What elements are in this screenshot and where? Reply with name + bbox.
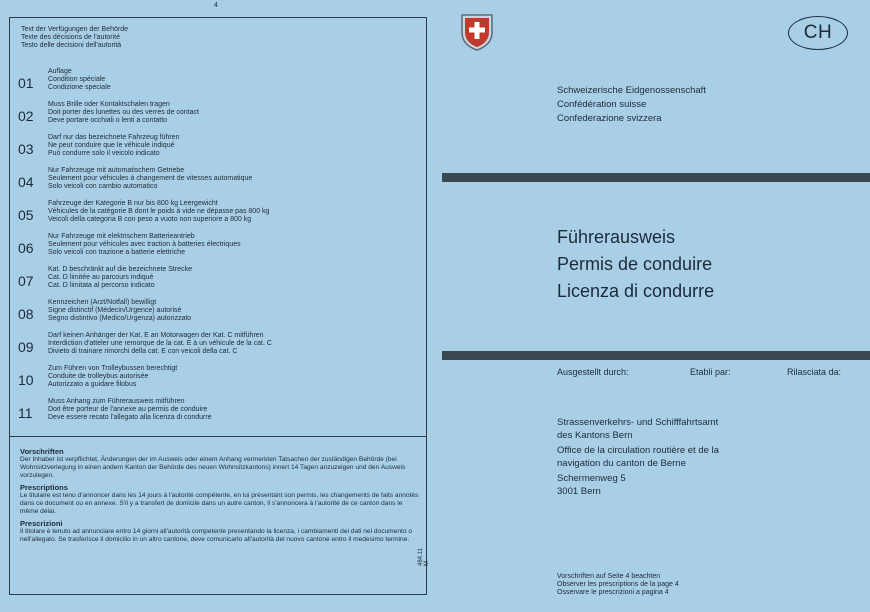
condition-item xyxy=(18,200,418,233)
condition-text-it: Veicoli della categoria B con peso a vuoto non superiore a 800 kg xyxy=(48,216,252,223)
condition-text-de: Kennzeichen (Arzt/Notfall) bewilligt xyxy=(48,299,157,306)
see-page-it: Osservare le prescrizioni a pagina 4 xyxy=(557,589,669,596)
condition-text-fr: Doit porter des lunettes ou des verres de contact xyxy=(48,109,199,116)
condition-text-it: Segno distintivo (Medico/Urgenza) autorizzato xyxy=(48,315,192,322)
condition-number: 07 xyxy=(18,273,34,289)
conditions-panel xyxy=(9,17,430,595)
confederation-block xyxy=(557,84,706,126)
see-page-fr: Observer les prescriptions de la page 4 xyxy=(557,581,679,588)
condition-item xyxy=(18,167,418,200)
condition-text-it: Cat. D limitata al percorso indicato xyxy=(48,282,155,289)
condition-text-de: Darf nur das bezeichnete Fahrzeug führen xyxy=(48,134,180,141)
condition-text-de: Muss Anhang zum Führerausweis mitführen xyxy=(48,398,185,405)
condition-number: 06 xyxy=(18,240,34,256)
condition-text-it: Condizione speciale xyxy=(48,84,111,91)
conditions-header xyxy=(21,26,128,50)
condition-text-fr: Doit être porteur de l'annexe au permis de conduire xyxy=(48,406,208,413)
title-it: Licenza di condurre xyxy=(557,281,715,301)
office-de-line2: des Kantons Bern xyxy=(557,430,633,441)
country-code: CH xyxy=(803,22,833,43)
top-bar xyxy=(442,173,870,182)
condition-number: 01 xyxy=(18,75,34,91)
condition-text-it: Deve portare occhiali o lenti a contatto xyxy=(48,117,168,124)
condition-text-de: Nur Fahrzeuge mit automatischem Getriebe xyxy=(48,167,185,174)
condition-number: 04 xyxy=(18,174,34,190)
rules-title-it: Prescrizioni xyxy=(20,519,63,528)
document-title xyxy=(557,224,714,305)
condition-item xyxy=(18,101,418,134)
condition-text-de: Auflage xyxy=(48,68,72,75)
rules-body-fr: Le titulaire est tenu d'annoncer dans les 14 jours à l'autorité compétente, en lui présentant son permis, les changements de faits annotés dans ce document ou en annexe. S'il y a transfert de domicile dans un autre canton, il s'annoncera à l'autorité de ce canton dans le même délai. xyxy=(20,492,419,515)
condition-number: 03 xyxy=(18,141,34,157)
condition-number: 08 xyxy=(18,306,34,322)
rules-body-it: Il titolare è tenuto ad annunciare entro 14 giorni all'autorità competente presentando la licenza, i cambiamenti dei dati nel documento o nell'allegato. Se trasferisce il domicilio in un altro cantone, deve comunicarlo all'autorità del nuovo cantone entro il medesimo termine. xyxy=(20,528,412,543)
condition-item xyxy=(18,365,418,398)
see-page-de: Vorschriften auf Seite 4 beachten xyxy=(557,573,661,580)
conditions-list xyxy=(18,68,418,431)
rules-title-de: Vorschriften xyxy=(20,447,64,456)
office-fr-line1: Office de la circulation routière et de la xyxy=(557,445,719,456)
condition-item xyxy=(18,299,418,332)
country-code-oval xyxy=(788,16,848,50)
issuing-office xyxy=(557,416,719,498)
condition-item xyxy=(18,233,418,266)
condition-item xyxy=(18,266,418,299)
condition-text-fr: Interdiction d'atteler une remorque de la cat. E à un véhicule de la cat. C xyxy=(48,340,272,347)
condition-text-de: Nur Fahrzeuge mit elektrischem Batterieantrieb xyxy=(48,233,195,240)
condition-item xyxy=(18,134,418,167)
confederation-fr: Confédération suisse xyxy=(557,99,647,110)
confederation-it: Confederazione svizzera xyxy=(557,113,662,124)
rules-title-fr: Prescriptions xyxy=(20,483,68,492)
issued-by-fr: Etabli par: xyxy=(690,367,731,377)
condition-text-fr: Signe distinctif (Médecin/Urgence) autorisé xyxy=(48,307,182,314)
condition-text-fr: Seulement pour véhicules avec traction à batteries électriques xyxy=(48,241,241,248)
condition-number: 02 xyxy=(18,108,34,124)
bottom-bar xyxy=(442,351,870,360)
condition-text-fr: Ne peut conduire que le véhicule indiqué xyxy=(48,142,175,149)
prescriptions-section xyxy=(20,444,420,544)
swiss-coat-of-arms-icon xyxy=(460,12,494,52)
office-de-line1: Strassenverkehrs- und Schifffahrtsamt xyxy=(557,417,719,428)
title-de: Führerausweis xyxy=(557,227,676,247)
condition-number: 11 xyxy=(18,405,33,421)
office-city: 3001 Bern xyxy=(557,486,601,497)
issued-by-it: Rilasciata da: xyxy=(787,367,842,377)
office-street: Schermenweg 5 xyxy=(557,473,626,484)
condition-text-fr: Condition spéciale xyxy=(48,76,106,83)
rules-body-de: Der Inhaber ist verpflichtet, Änderungen der im Ausweis oder einem Anhang vermerkten Tatsachen der zuständigen Behörde (bei Wohnsitzverlegung in einen andern Kanton der Behörde des neuen Wohnsitzkantons) innert 14 Tagen anzuzeigen und den Ausweis vorzulegen. xyxy=(20,456,406,479)
condition-text-fr: Cat. D limitée au parcours indiqué xyxy=(48,274,154,281)
condition-text-it: Solo veicoli con trazione a batterie elettriche xyxy=(48,249,185,256)
condition-text-de: Fahrzeuge der Kategorie B nur bis 800 kg Leergewicht xyxy=(48,200,218,207)
condition-number: 05 xyxy=(18,207,34,223)
see-page-note xyxy=(557,573,679,597)
condition-text-it: Può condurre solo il veicolo indicato xyxy=(48,150,160,157)
panel-divider xyxy=(10,436,426,437)
condition-text-fr: Conduite de trolleybus autorisée xyxy=(48,373,149,380)
confederation-de: Schweizerische Eidgenossenschaft xyxy=(557,85,706,96)
condition-text-it: Divieto di trainare rimorchi della cat. E con veicoli della cat. C xyxy=(48,348,238,355)
form-code: 484.11 M xyxy=(418,548,430,566)
title-fr: Permis de conduire xyxy=(557,254,713,274)
condition-text-de: Muss Brille oder Kontaktschalen tragen xyxy=(48,101,170,108)
conditions-header-it: Testo delle decisioni dell'autorità xyxy=(21,42,122,49)
condition-text-it: Deve essere recato l'allegato alla licenza di condurre xyxy=(48,414,212,421)
condition-text-it: Autorizzato a guidare filobus xyxy=(48,381,137,388)
page-number: 4 xyxy=(214,2,218,9)
condition-text-it: Solo veicoli con cambio automatico xyxy=(48,183,158,190)
condition-item xyxy=(18,398,418,431)
condition-text-de: Kat. D beschränkt auf die bezeichnete Strecke xyxy=(48,266,192,273)
condition-number: 10 xyxy=(18,372,34,388)
condition-text-de: Zum Führen von Trolleybussen berechtigt xyxy=(48,365,178,372)
issued-by-de: Ausgestellt durch: xyxy=(557,367,629,377)
condition-text-de: Darf keinen Anhänger der Kat. E an Motorwagen der Kat. C mitführen xyxy=(48,332,264,339)
conditions-header-de: Text der Verfügungen der Behörde xyxy=(21,26,129,33)
condition-item xyxy=(18,332,418,365)
condition-item xyxy=(18,68,418,101)
condition-text-fr: Seulement pour véhicules à changement de vitesses automatique xyxy=(48,175,253,182)
conditions-header-fr: Texte des décisions de l'autorité xyxy=(21,34,121,41)
office-fr-line2: navigation du canton de Berne xyxy=(557,458,686,469)
condition-number: 09 xyxy=(18,339,34,355)
condition-text-fr: Véhicules de la catégorie B dont le poids à vide ne dépasse pas 800 kg xyxy=(48,208,270,215)
